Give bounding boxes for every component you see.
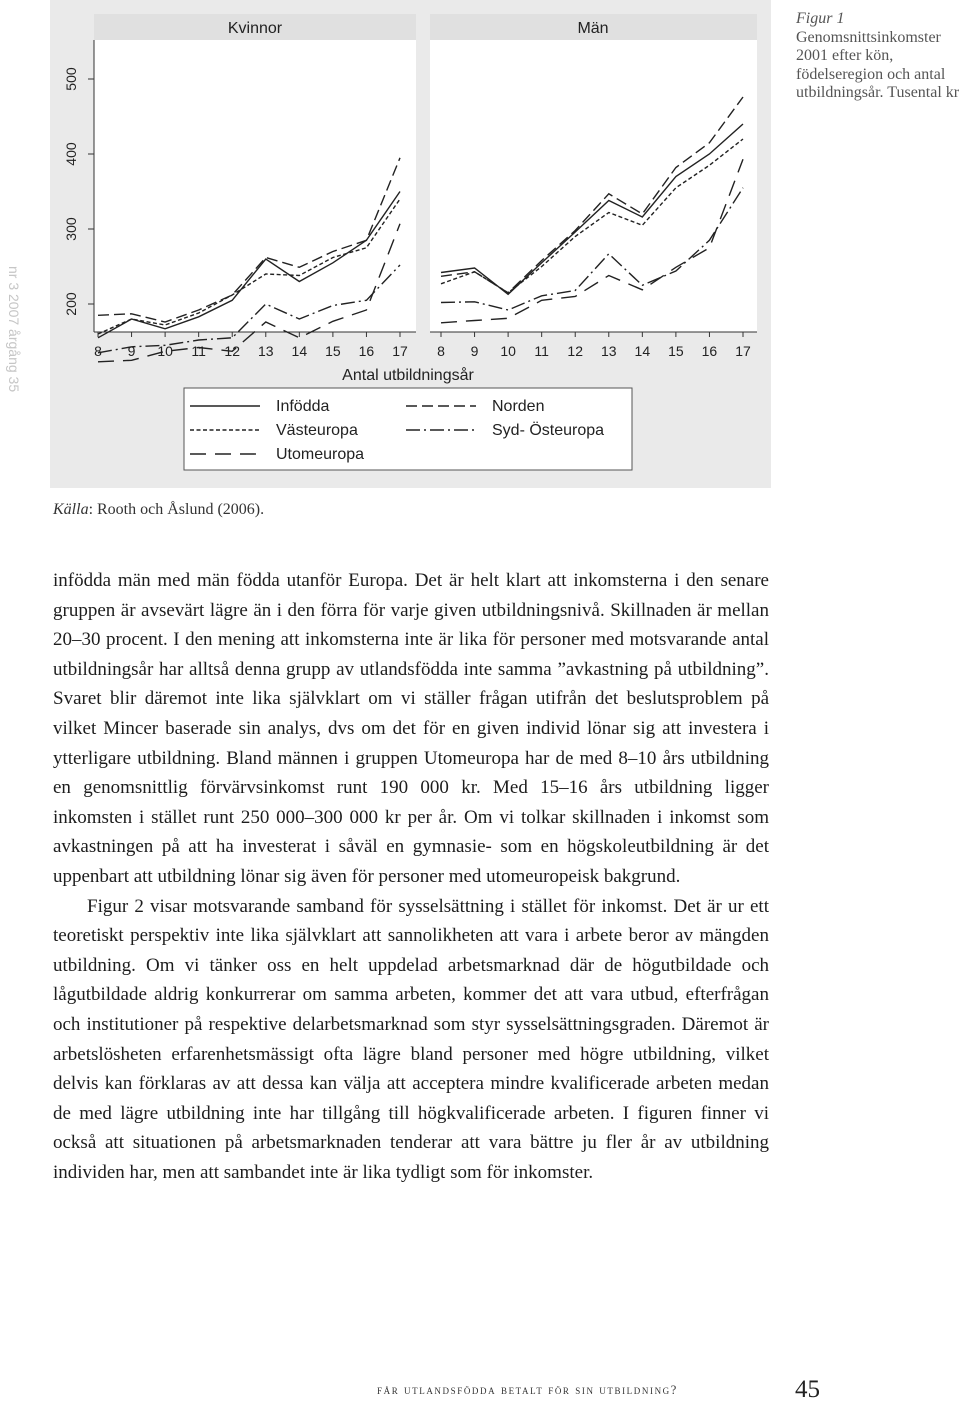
x-tick-label-kvinnor: 14 (291, 343, 308, 359)
x-tick-label-man: 16 (701, 343, 718, 359)
y-tick-label: 200 (63, 292, 79, 316)
source-label: Källa (53, 501, 89, 518)
figure-caption-text: Genomsnittsinkomster 2001 efter kön, födelseregion och antal utbildningsår. Tusental kr (796, 28, 960, 101)
x-tick-label-kvinnor: 9 (127, 343, 136, 359)
running-footer-title: får utlandsfödda betalt för sin utbildning? (377, 1383, 678, 1397)
x-tick-label-man: 14 (634, 343, 651, 359)
x-tick-label-man: 9 (470, 343, 479, 359)
y-tick-label: 500 (63, 67, 79, 91)
legend-label-utomeuropa: Utomeuropa (276, 446, 365, 463)
panel-title-kvinnor: Kvinnor (227, 20, 283, 37)
x-tick-label-kvinnor: 8 (94, 343, 102, 359)
income-chart (50, 0, 771, 488)
paragraph: infödda män med män födda utanför Europa. Det är helt klart att inkomsterna i den senare gruppen är avsevärt lägre än i den förra för varje given utbildningsnivå. Skillnaden är mellan 20–30 procent. I den mening att inkomsterna inte är lika för personer med motsvarande antal utbildningsår har alltså denna grupp av utlandsfödda inte samma ”avkastning på utbildning”. Svaret blir däremot inte lika självklart om vi ställer frågan utifrån det beslutsproblem på vilket Mincer baserade sin analys, dvs om det för en given individ lönar sig att investera i ytterligare utbildning. Bland männen i gruppen Utomeuropa har de med 8–10 års utbildning en genomsnittlig förvärvsinkomst runt 190 000 kr. Med 15–16 års utbildning ligger inkomsten i stället runt 250 000–300 000 kr per år. Om vi tolkar skillnaden i inkomst som avkastningen på att ha investerat i såväl en gymnasie- som en högskoleutbildning är det uppenbart att utbildning lönar sig även för personer med utomeuropeisk bakgrund. (53, 570, 769, 887)
x-tick-label-man: 11 (534, 343, 549, 359)
y-tick-label: 300 (63, 217, 79, 241)
legend-label-västeuropa: Västeuropa (276, 422, 358, 439)
x-tick-label-man: 13 (600, 343, 617, 359)
x-tick-label-kvinnor: 11 (191, 343, 206, 359)
x-tick-label-man: 12 (567, 343, 584, 359)
legend-label-norden: Norden (492, 398, 545, 415)
x-tick-label-kvinnor: 13 (257, 343, 274, 359)
panel-title-man: Män (577, 20, 609, 37)
paragraph: Figur 2 visar motsvarande samband för sysselsättning i stället för inkomst. Det är ur ett teoretiskt perspektiv inte lika självklart att sannolikheten att vara i arbete beror av mängden utbildning. Om vi tänker oss en helt uppdelad arbetsmarknad där de högutbildade och lågutbildade aldrig konkurrerar om samma arbeten, kommer det att vara utbud, efterfrågan och institutioner på respektive delarbetsmarknad som styr sysselsättningsgraden. Däremot är arbetslösheten erfarenhetsmässigt ofta lägre bland personer med högre utbildning, vilket delvis kan förklaras av att dessa kan välja att acceptera mindre kvalificerade arbeten medan de med lägre utbildning inte har tillgång till högkvalificerade arbeten. I figuren finner vi också att situationen på arbetsmarknaden tenderar att vara bättre ju fler år av utbildning individen har, men att sambandet inte är lika tydligt som för inkomster. (53, 895, 769, 1183)
panel-kvinnor (94, 14, 416, 332)
x-tick-label-man: 10 (500, 343, 516, 359)
x-tick-label-kvinnor: 15 (325, 343, 341, 359)
x-tick-label-man: 15 (668, 343, 684, 359)
legend-label-syd-östeuropa: Syd- Östeuropa (492, 422, 605, 439)
legend-label-infödda: Infödda (276, 398, 330, 415)
x-tick-label-man: 8 (437, 343, 445, 359)
x-tick-label-man: 17 (735, 343, 751, 359)
figure-caption (796, 10, 960, 103)
source-text: : Rooth och Åslund (2006). (88, 501, 265, 518)
x-tick-label-kvinnor: 16 (358, 343, 375, 359)
figure-source (53, 501, 264, 519)
x-tick-label-kvinnor: 17 (392, 343, 408, 359)
x-tick-label-kvinnor: 10 (157, 343, 173, 359)
journal-issue-label: nr 3 2007 årgång 35 (6, 266, 22, 393)
article-body (53, 566, 769, 1187)
figure-caption-title: Figur 1 (796, 10, 845, 27)
y-tick-label: 400 (63, 142, 79, 166)
page-number: 45 (795, 1376, 820, 1403)
x-axis-label: Antal utbildningsår (342, 367, 474, 384)
x-tick-label-kvinnor: 12 (224, 343, 241, 359)
